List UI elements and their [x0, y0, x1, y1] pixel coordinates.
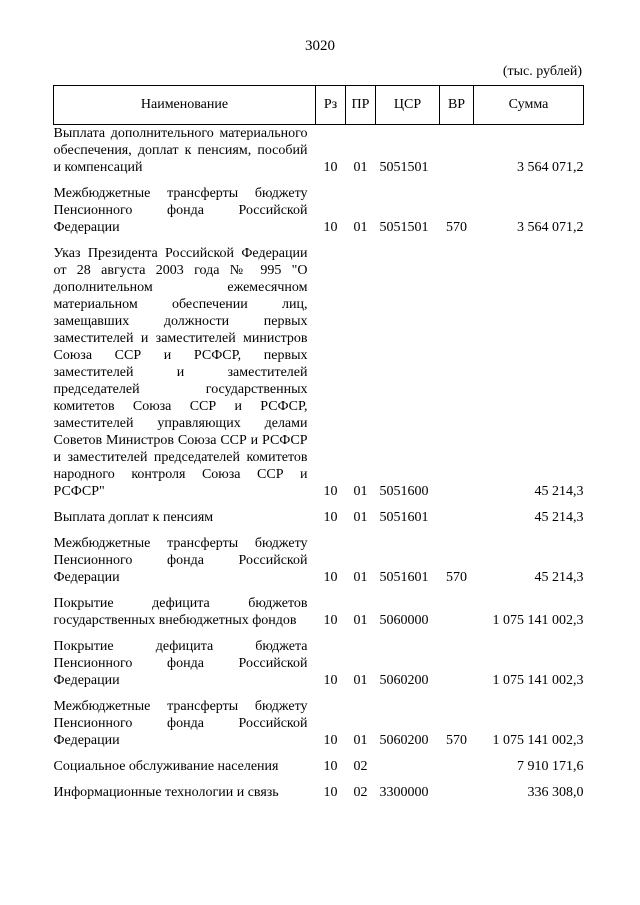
cell-sum: 45 214,3 [534, 484, 584, 499]
cell-rz: 10 [323, 510, 338, 525]
header-sum: Сумма [474, 86, 584, 125]
cell-vr: 570 [446, 570, 467, 585]
table-row [54, 509, 584, 526]
cell-name: Межбюджетные трансферты бюджету Пенсионного фонда Российской Федерации [53, 536, 308, 585]
cell-sum: 45 214,3 [534, 510, 584, 525]
cell-name: Информационные технологии и связь [53, 785, 279, 800]
table-row [54, 758, 584, 775]
header-vr: ВР [440, 86, 474, 125]
cell-vr [440, 245, 474, 500]
cell-pr: 01 [353, 613, 368, 628]
cell-vr [440, 595, 474, 629]
cell-pr: 01 [353, 220, 368, 235]
cell-rz: 10 [323, 160, 338, 175]
cell-csr: 5051601 [379, 510, 429, 525]
cell-name: Межбюджетные трансферты бюджету Пенсионного фонда Российской Федерации [53, 699, 308, 748]
cell-name: Выплата дополнительного материального обеспечения, доплат к пенсиям, пособий и компенсаций [53, 126, 308, 175]
table-row [54, 245, 584, 500]
cell-csr: 5051501 [379, 160, 429, 175]
cell-name: Межбюджетные трансферты бюджету Пенсионного фонда Российской Федерации [53, 186, 308, 235]
header-csr: ЦСР [376, 86, 440, 125]
row-spacer [54, 500, 584, 509]
row-spacer-cell [54, 236, 584, 245]
cell-sum: 7 910 171,6 [517, 759, 584, 774]
header-rz: Рз [316, 86, 346, 125]
cell-sum: 3 564 071,2 [517, 220, 584, 235]
table-row [54, 125, 584, 177]
cell-pr: 01 [353, 510, 368, 525]
row-spacer-cell [54, 775, 584, 784]
cell-pr: 01 [353, 484, 368, 499]
cell-pr: 01 [353, 570, 368, 585]
table-header-row [54, 86, 584, 125]
row-spacer-cell [54, 526, 584, 535]
budget-table [53, 85, 584, 801]
cell-pr: 02 [353, 785, 368, 800]
row-spacer-cell [54, 586, 584, 595]
cell-vr [440, 638, 474, 689]
cell-rz: 10 [323, 673, 338, 688]
cell-csr: 5051501 [379, 220, 429, 235]
row-spacer-cell [54, 689, 584, 698]
cell-csr: 5051601 [379, 570, 429, 585]
cell-rz: 10 [323, 220, 338, 235]
header-name: Наименование [54, 86, 316, 125]
header-pr: ПР [346, 86, 376, 125]
table-row [54, 535, 584, 586]
table-row [54, 784, 584, 801]
cell-rz: 10 [323, 484, 338, 499]
row-spacer [54, 749, 584, 758]
table-row [54, 595, 584, 629]
row-spacer [54, 526, 584, 535]
row-spacer-cell [54, 749, 584, 758]
cell-vr [440, 125, 474, 177]
cell-rz: 10 [323, 785, 338, 800]
cell-pr: 02 [353, 759, 368, 774]
cell-sum: 1 075 141 002,3 [492, 613, 584, 628]
units-label: (тыс. рублей) [502, 64, 582, 79]
row-spacer [54, 689, 584, 698]
row-spacer [54, 629, 584, 638]
cell-csr: 5060200 [379, 733, 429, 748]
row-spacer-cell [54, 176, 584, 185]
cell-sum: 3 564 071,2 [517, 160, 584, 175]
cell-name: Покрытие дефицита бюджетов государственных внебюджетных фондов [53, 596, 308, 628]
cell-csr: 5060000 [379, 613, 429, 628]
cell-name: Покрытие дефицита бюджета Пенсионного фонда Российской Федерации [53, 639, 308, 688]
cell-vr [440, 509, 474, 526]
cell-name: Выплата доплат к пенсиям [53, 510, 214, 525]
cell-csr: 5051600 [379, 484, 429, 499]
cell-pr: 01 [353, 673, 368, 688]
cell-name: Указ Президента Российской Федерации от 28 августа 2003 года № 995 "О дополнительном ежемесячном материальном обеспечении лиц, замещавших должности первых заместителей и заместителей министров Союза ССР и РСФСР, первых заместителей и заместителей председателей государственных комитетов Союза ССР и РСФСР, заместителей управляющих делами Советов Министров Союза ССР и РСФСР и заместителей председателей комитетов народного контроля Союза ССР и РСФСР" [53, 246, 308, 499]
row-spacer [54, 586, 584, 595]
row-spacer-cell [54, 500, 584, 509]
cell-vr: 570 [446, 220, 467, 235]
cell-rz: 10 [323, 733, 338, 748]
cell-pr: 01 [353, 733, 368, 748]
cell-vr [440, 784, 474, 801]
cell-vr [440, 758, 474, 775]
cell-name: Социальное обслуживание населения [53, 759, 279, 774]
cell-csr [376, 758, 440, 775]
cell-sum: 1 075 141 002,3 [492, 673, 584, 688]
row-spacer [54, 176, 584, 185]
cell-rz: 10 [323, 759, 338, 774]
cell-csr: 3300000 [379, 785, 429, 800]
cell-sum: 336 308,0 [527, 785, 584, 800]
row-spacer [54, 236, 584, 245]
table-row [54, 185, 584, 236]
cell-rz: 10 [323, 570, 338, 585]
table-row [54, 698, 584, 749]
row-spacer [54, 775, 584, 784]
row-spacer-cell [54, 629, 584, 638]
cell-pr: 01 [353, 160, 368, 175]
cell-vr: 570 [446, 733, 467, 748]
cell-csr: 5060200 [379, 673, 429, 688]
page-number: 3020 [305, 38, 335, 54]
cell-rz: 10 [323, 613, 338, 628]
cell-sum: 45 214,3 [534, 570, 584, 585]
cell-sum: 1 075 141 002,3 [492, 733, 584, 748]
table-row [54, 638, 584, 689]
